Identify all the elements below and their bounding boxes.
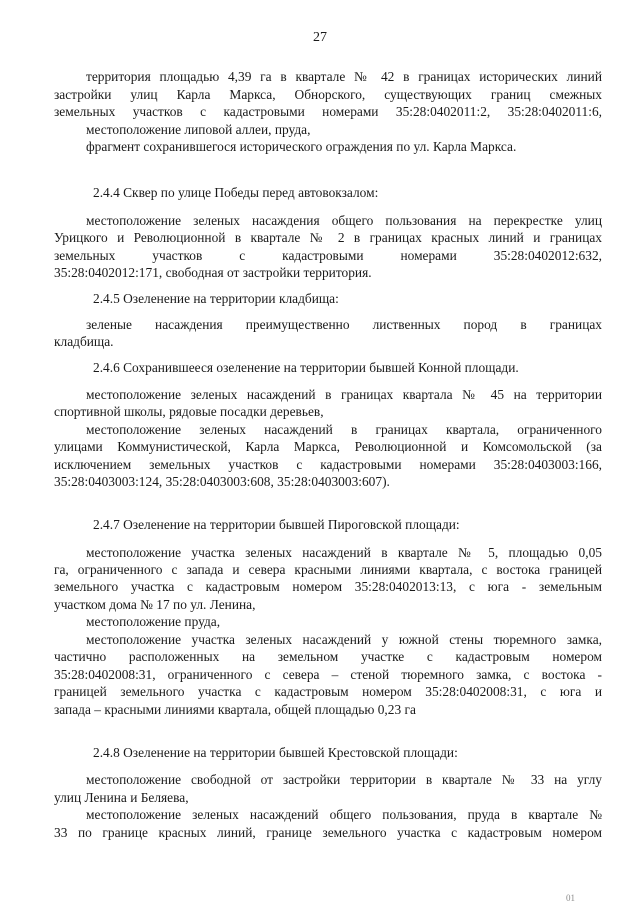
corner-mark: 01 [566, 893, 575, 903]
text-line: местоположение зеленых насаждений в границах квартала, ограниченного [86, 422, 602, 437]
text-line: земельного участка с кадастровым номером 35:28:0402013:13, с юга - земельным [54, 579, 602, 594]
text-line: 33 по границе красных линий, границе земельного участка с кадастровым номером [54, 825, 602, 840]
text-line: кладбища. [54, 334, 114, 349]
section-heading: 2.4.8 Озеленение на территории бывшей Крестовской площади: [93, 745, 458, 760]
section-heading: 2.4.5 Озеленение на территории кладбища: [93, 291, 339, 306]
text-line: территория площадью 4,39 га в квартале № 42 в границах исторических линий [86, 69, 602, 84]
text-line: запада – красными линиями квартала, общей площадью 0,23 га [54, 702, 416, 717]
text-line: местоположение свободной от застройки территории в квартале № 33 на углу [86, 772, 602, 787]
text-line: зеленые насаждения преимущественно лиственных пород в границах [86, 317, 602, 332]
text-line: исключением земельных участков с кадастровыми номерами 35:28:0403003:166, [54, 457, 602, 472]
text-line: улицами Коммунистической, Карла Маркса, Революционной и Комсомольской (за [54, 439, 602, 454]
page-number: 27 [313, 30, 327, 45]
text-line: Урицкого и Революционной в квартале № 2 в границах красных линий и границах [54, 230, 602, 245]
text-line: местоположение зеленых насаждения общего пользования на перекрестке улиц [86, 213, 602, 228]
text-line: га, ограниченного с запада и севера красными линиями квартала, с востока границей [54, 562, 602, 577]
text-line: земельных участков с кадастровыми номерами 35:28:0402012:632, [54, 248, 602, 263]
section-heading: 2.4.6 Сохранившееся озеленение на территории бывшей Конной площади. [93, 360, 519, 375]
section-heading: 2.4.7 Озеленение на территории бывшей Пироговской площади: [93, 517, 460, 532]
text-line: 35:28:0402008:31, ограниченного с севера – стеной тюремного замка, с востока - [54, 667, 602, 682]
text-line: 35:28:0402012:171, свободная от застройки территория. [54, 265, 372, 280]
text-line: местоположение зеленых насаждений общего пользования, пруда в квартале № [86, 807, 602, 822]
text-line: местоположение участка зеленых насаждений в квартале № 5, площадью 0,05 [86, 545, 602, 560]
section-heading: 2.4.4 Сквер по улице Победы перед автовокзалом: [93, 185, 379, 200]
text-line: застройки улиц Карла Маркса, Обнорского, существующих границ смежных [54, 87, 602, 102]
text-line: спортивной школы, рядовые посадки деревьев, [54, 404, 324, 419]
text-line: земельных участков с кадастровыми номерами 35:28:0402011:2, 35:28:0402011:6, [54, 104, 602, 119]
text-line: 35:28:0403003:124, 35:28:0403003:608, 35:28:0403003:607). [54, 474, 390, 489]
text-line: местоположение липовой аллеи, пруда, [86, 122, 311, 137]
text-line: местоположение зеленых насаждений в границах квартала № 45 на территории [86, 387, 602, 402]
text-line: местоположение участка зеленых насаждений у южной стены тюремного замка, [86, 632, 602, 647]
text-line: участком дома № 17 по ул. Ленина, [54, 597, 256, 612]
text-line: границей земельного участка с кадастровым номером 35:28:0402008:31, с юга и [54, 684, 602, 699]
text-line: фрагмент сохранившегося исторического ограждения по ул. Карла Маркса. [86, 139, 517, 154]
text-line: улиц Ленина и Беляева, [54, 790, 189, 805]
text-line: частично расположенных на земельном участке с кадастровым номером [54, 649, 602, 664]
text-line: местоположение пруда, [86, 614, 221, 629]
